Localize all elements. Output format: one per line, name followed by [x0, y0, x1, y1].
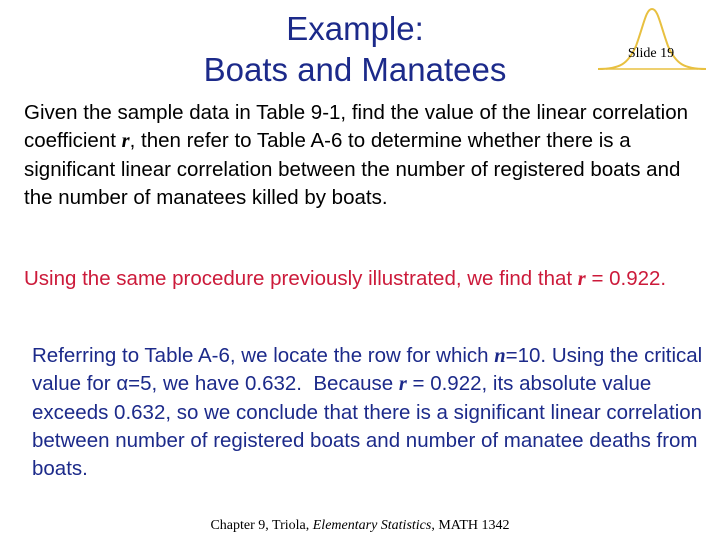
- title-line-1: Example:: [286, 10, 424, 47]
- conclusion-statement: Referring to Table A-6, we locate the row for which n=10. Using the critical value for α=5, we have 0.632. Because r = 0.922, its absolute value exceeds 0.632, so we conclude that there is a significant linear correlation between number of registered boats and number of manatee deaths from boats.: [32, 344, 703, 481]
- slide-number-badge: [596, 6, 708, 76]
- bell-curve-icon: [596, 6, 708, 76]
- footer-book-title: Elementary Statistics: [312, 518, 432, 533]
- footer-suffix: , MATH 1342: [431, 518, 510, 533]
- problem-statement: Given the sample data in Table 9-1, find the value of the linear correlation coefficient r, then refer to Table A-6 to determine whether there is a significant linear correlation between the number of registered boats and the number of manatees killed by boats.: [24, 101, 688, 209]
- slide-title: [150, 8, 560, 90]
- footer-prefix: Chapter 9, Triola,: [210, 518, 313, 533]
- slide-number: Slide 19: [627, 46, 675, 61]
- result-statement: Using the same procedure previously illustrated, we find that r = 0.922.: [24, 267, 667, 290]
- title-line-2: Boats and Manatees: [203, 51, 507, 88]
- slide-footer: [140, 518, 580, 534]
